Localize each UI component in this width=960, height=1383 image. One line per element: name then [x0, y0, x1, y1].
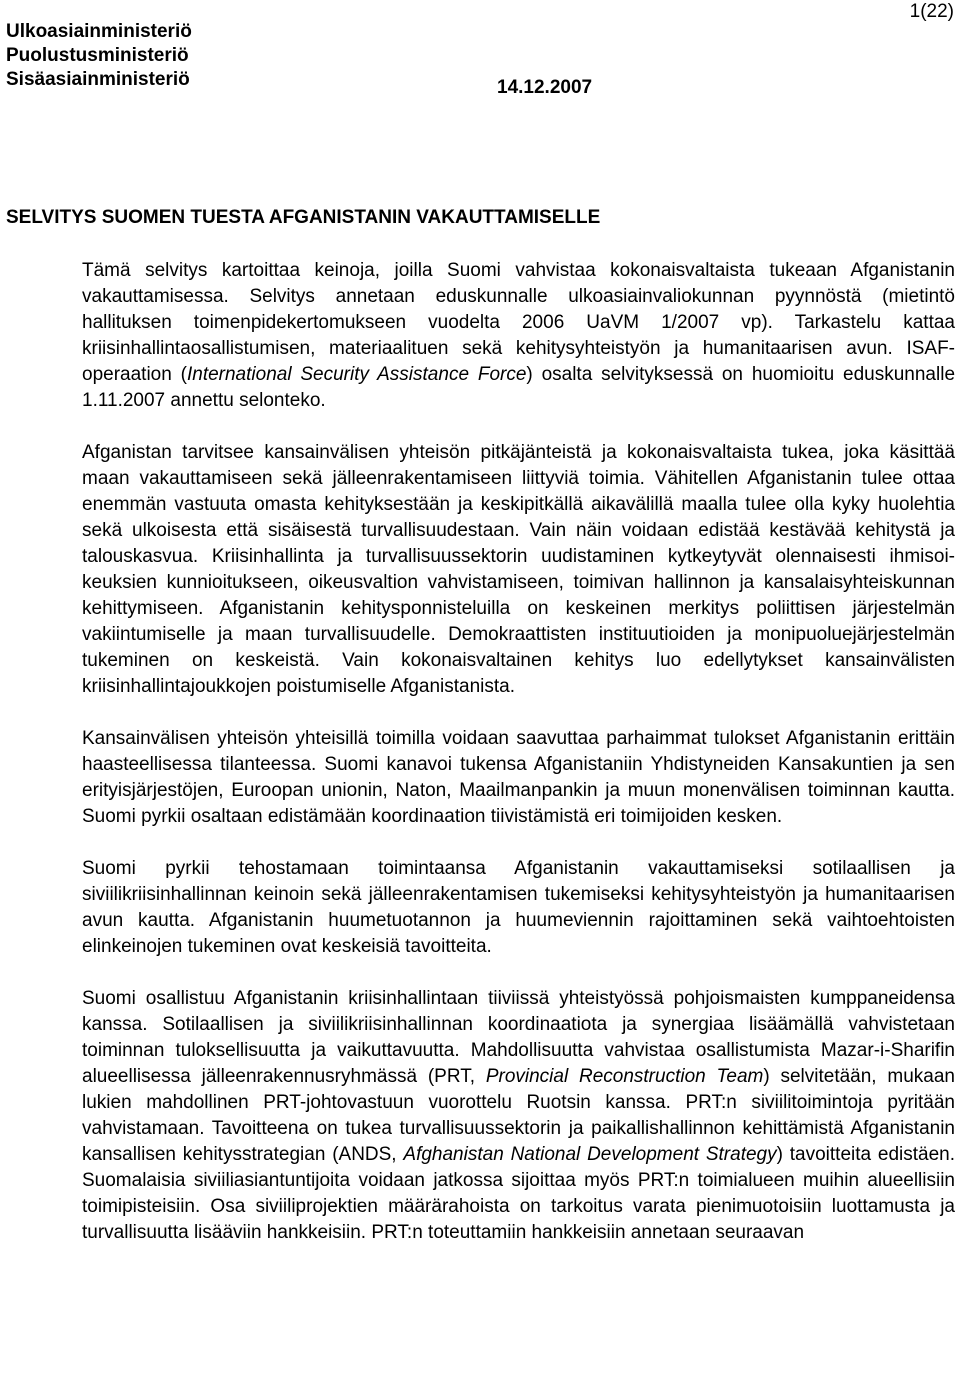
- paragraph-italic-text: International Security Assistance Force: [186, 364, 527, 385]
- ministry-list: [6, 20, 192, 92]
- paragraph-text: ) osalta selvityksessä on huomioitu eduskunnalle 1.11.2007 annettu selonteko.: [82, 364, 956, 411]
- paragraph-italic-text: Provincial Reconstruction Team: [485, 1066, 764, 1087]
- ministry-name: Sisäasiainministeriö: [6, 69, 190, 90]
- ministry-name: Ulkoasiainministeriö: [6, 21, 192, 42]
- paragraph: Suomi pyrkii tehostamaan toimintaansa Afganistanin vakauttamiseksi sotilaallisen ja siviilikriisinhallinnan keinoin sekä jälleenrakentamisen tukemiseksi kehitysyhteistyön ja humanitaarisen avun kautta. Afganistanin huumetuotannon ja huumeviennin rajoittaminen sekä vaihtoehtoisten elinkeinojen tukeminen ovat keskeisiä tavoitteita.: [82, 858, 955, 957]
- paragraph-text: Tämä selvitys kartoittaa keinoja, joilla Suomi vahvistaa kokonaisvaltaista tukeaan Afganistanin vakauttamisessa. Selvitys annetaan eduskunnalle ulkoasiainvaliokunnan pyynnöstä (mietintö hallituksen toimenpidekertomukseen vuodelta 2006 UaVM 1/2007 vp). Tarkastelu kattaa kriisinhallintaosallistumisen, materiaalituen sekä kehitysyhteistyön ja humanitaarisen avun. ISAF-operaation (: [82, 260, 955, 385]
- paragraph-text: ) tavoitteita edistäen. Suomalaisia siviiliasiantuntijoita voidaan jatkossa sijoittaa myös PRT:n toimialueen muihin alueellisiin toimipisteisiin. Osa siviiliprojektien määrärahoista on tarkoitus varata pienimuotoisiin luottamusta ja turvallisuutta lisääviin hankkeisiin. PRT:n toteuttamiin hankkeisiin annetaan seuraavan: [82, 1144, 955, 1243]
- paragraph: Afganistan tarvitsee kansainvälisen yhteisön pitkäjänteistä ja kokonaisvaltaista tukea, joka käsittää maan vakauttamiseen sekä jälleenrakentamiseen liittyviä toimia. Vähitellen Afganistanin tulee ottaa enemmän vastuuta omasta kehityksestään ja keskipitkällä aikavälillä maalla tulee olla kyky huolehtia sekä ulkoisesta että sisäisestä turvallisuudestaan. Vain näin voidaan edistää kestävää kehitystä ja talouskasvua. Kriisinhallinta ja turvallisuussektorin uudistaminen kytkeytyvät olennaisesti ihmisoikeuksien kunnioitukseen, oikeusvaltion vahvistamiseen, toimivan hallinnon ja kansalaisyhteiskunnan kehittymiseen. Afganistanin kehitysponnisteluilla on keskeinen merkitys poliittisen järjestelmän vakiintumiselle ja maan turvallisuudelle. Demokraattisten instituutioiden ja monipuoluejärjestelmän tukeminen on keskeistä. Vain kokonaisvaltainen kehitys luo edellytykset kansainvälisten kriisinhallintajoukkojen poistumiselle Afganistanista.: [82, 442, 955, 697]
- paragraph: Kansainvälisen yhteisön yhteisillä toimilla voidaan saavuttaa parhaimmat tulokset Afganistanin erittäin haasteellisessa tilanteessa. Suomi kanavoi tukensa Afganistaniin Yhdistyneiden Kansakuntien ja sen erityisjärjestöjen, Euroopan unionin, Naton, Maailmanpankin ja muun monenvälisen toiminnan kautta. Suomi pyrkii osaltaan edistämään koordinaation tiivistämistä eri toimijoiden kesken.: [82, 728, 955, 827]
- paragraph: [82, 258, 955, 414]
- document-body: [82, 258, 955, 1246]
- page-number: 1(22): [909, 1, 954, 22]
- paragraph-italic-text: Afghanistan National Development Strategy: [403, 1144, 777, 1165]
- ministry-name: Puolustusministeriö: [6, 45, 189, 66]
- document-date: 14.12.2007: [497, 77, 593, 98]
- paragraph-text: Suomi osallistuu Afganistanin kriisinhallintaan tiiviissä yhteistyössä pohjoismaisten kumppaneidensa kanssa. Sotilaallisen ja siviilikriisinhallinnan koordinaatiota ja synergiaa lisäämällä vahvistetaan toiminnan tuloksellisuutta ja vaikuttavuutta. Mahdollisuutta vahvistaa osallistumista Mazar-i-Sharifin alueellisessa jälleenrakennusryhmässä (PRT,: [82, 988, 955, 1087]
- paragraph-text: ) selvitetään, mukaan lukien mahdollinen PRT-johtovastuun vuorottelu Ruotsin kanssa. PRT:n siviilitoimintoja pyritään vahvistamaan. Tavoitteena on tukea turvallisuussektorin ja paikallishallinnon kehittämistä Afganistanin kansallisen kehitysstrategian (ANDS,: [82, 1066, 955, 1165]
- document-title: SELVITYS SUOMEN TUESTA AFGANISTANIN VAKAUTTAMISELLE: [6, 207, 601, 228]
- paragraph: [82, 986, 955, 1246]
